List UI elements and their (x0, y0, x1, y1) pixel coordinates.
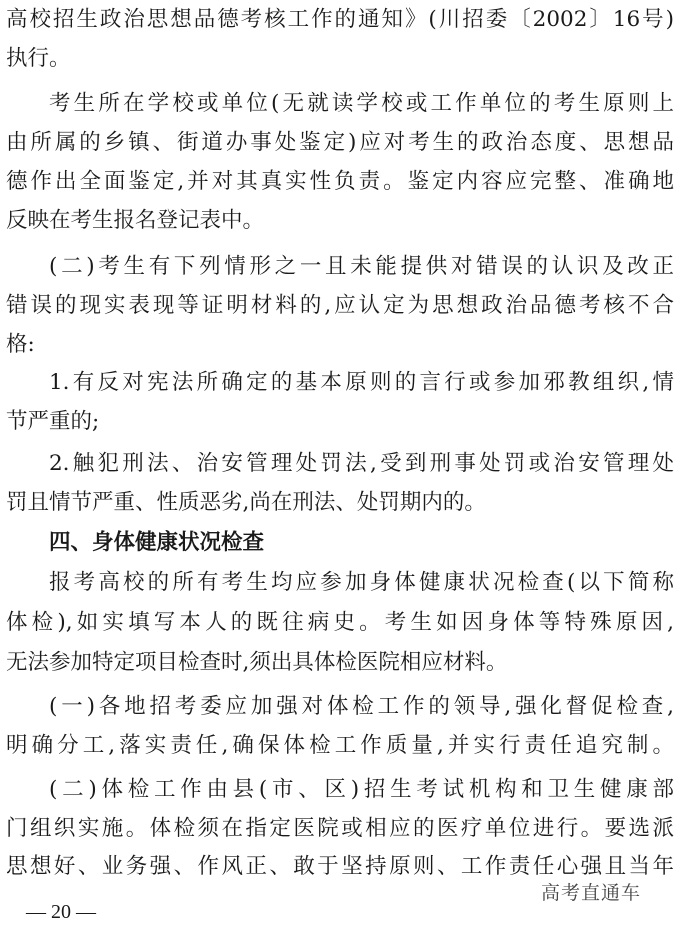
paragraph-first-line: (二)考生有下列情形之一且未能提供对错误的认识及改正 (49, 254, 674, 279)
text-line: 错误的现实表现等证明材料的,应认定为思想政治品德考核不合 (6, 293, 674, 318)
text-line: 反映在考生报名登记表中。 (6, 208, 265, 233)
text-line: 节严重的; (6, 409, 100, 434)
text-line: 体检),如实填写本人的既往病史。考生如因身体等特殊原因, (6, 610, 674, 635)
list-item-line: 1.有反对宪法所确定的基本原则的言行或参加邪教组织,情 (49, 370, 674, 395)
list-item-line: 2.触犯刑法、治安管理处罚法,受到刑事处罚或治安管理处 (49, 451, 674, 476)
text-line: 门组织实施。体检须在指定医院或相应的医疗单位进行。要选派 (6, 816, 674, 841)
text-line: 无法参加特定项目检查时,须出具体检医院相应材料。 (6, 650, 508, 675)
text-line: 由所属的乡镇、街道办事处鉴定)应对考生的政治态度、思想品 (6, 130, 674, 155)
text-line: 思想好、业务强、作风正、敢于坚持原则、工作责任心强且当年 (6, 854, 674, 879)
section-heading: 四、身体健康状况检查 (49, 530, 265, 555)
text-line: 执行。 (6, 46, 71, 71)
text-line: 德作出全面鉴定,并对其真实性负责。鉴定内容应完整、准确地 (6, 169, 674, 194)
text-line: 格: (6, 332, 35, 357)
text-line: 高校招生政治思想品德考核工作的通知》(川招委〔2002〕16号) (6, 7, 674, 32)
paragraph-first-line: (二)体检工作由县(市、区)招生考试机构和卫生健康部 (49, 777, 674, 802)
paragraph-first-line: (一)各地招考委应加强对体检工作的领导,强化督促检查, (49, 694, 674, 719)
paragraph-first-line: 报考高校的所有考生均应参加身体健康状况检查(以下简称 (49, 570, 674, 595)
paragraph-first-line: 考生所在学校或单位(无就读学校或工作单位的考生原则上 (49, 91, 674, 116)
text-line: 罚且情节严重、性质恶劣,尚在刑法、处罚期内的。 (6, 490, 486, 515)
text-line: 明确分工,落实责任,确保体检工作质量,并实行责任追究制。 (6, 733, 674, 758)
watermark: 高考直通车 (541, 882, 642, 904)
page-number: — 20 — (26, 901, 96, 923)
